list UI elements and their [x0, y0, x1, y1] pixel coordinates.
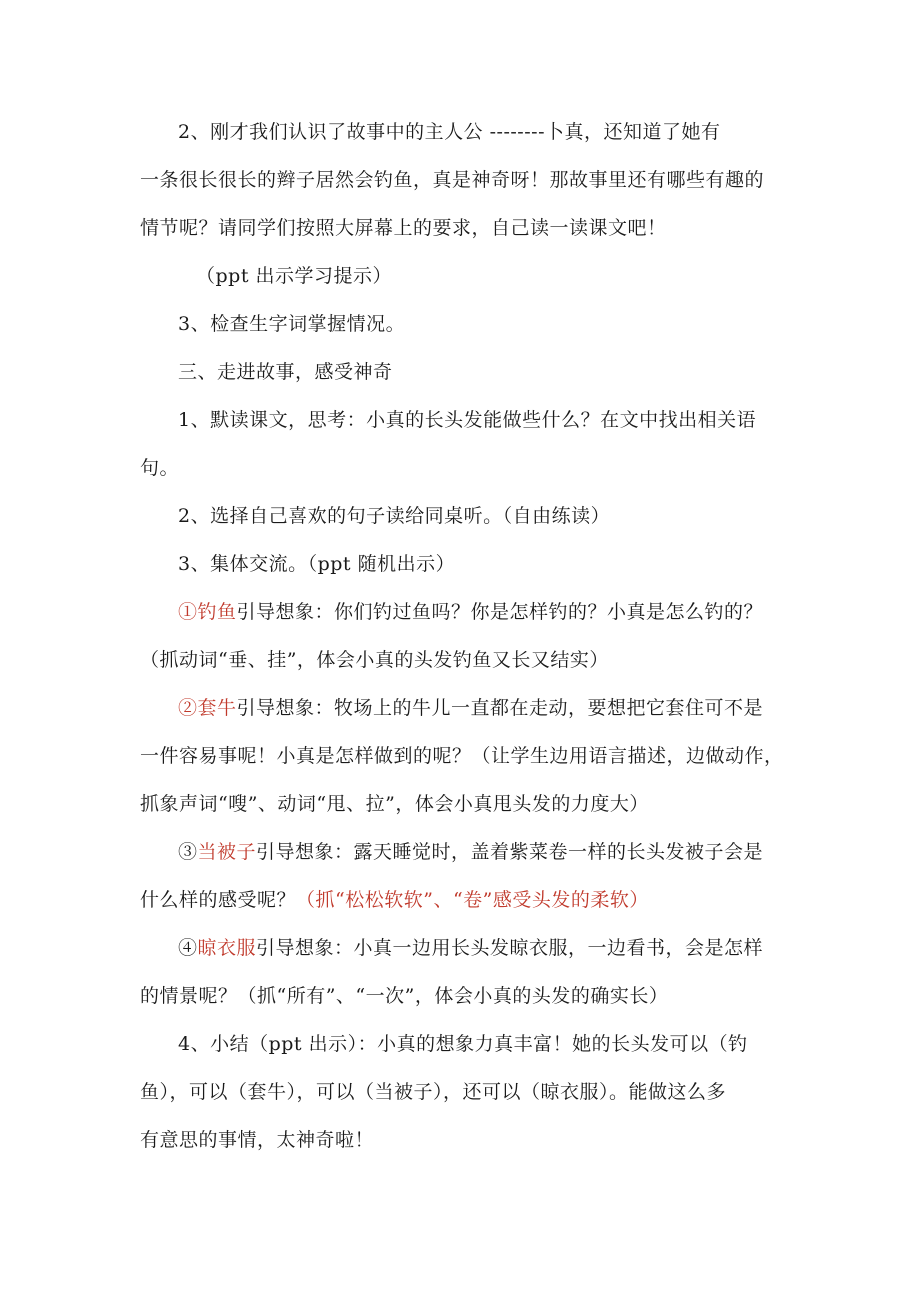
paragraph-line: 2、刚才我们认识了故事中的主人公 --------卜真，还知道了她有: [178, 121, 721, 143]
line-text: 引导想象：小真一边用长头发晾衣服，一边看书，会是怎样: [256, 937, 764, 959]
paragraph-line: 一件容易事呢！小真是怎样做到的呢？（让学生边用语言描述，边做动作，: [140, 745, 784, 767]
paragraph-line: [178, 599, 763, 625]
paragraph-line: [178, 695, 763, 721]
highlight-lasso-cow: ②套牛: [178, 697, 237, 719]
highlight-fishing: ①钓鱼: [178, 601, 237, 623]
paragraph-line: [140, 887, 649, 913]
list-marker: ④: [178, 937, 198, 959]
paragraph-line: （抓动词“垂、挂”，体会小真的头发钓鱼又长又结实）: [140, 649, 609, 671]
paragraph-line: 2、选择自己喜欢的句子读给同桌听。（自由练读）: [178, 505, 611, 527]
line-text: 引导想象：牧场上的牛儿一直都在走动，要想把它套住可不是: [236, 697, 764, 719]
paragraph-line: 的情景呢？（抓“所有”、“一次”，体会小真的头发的确实长）: [140, 985, 669, 1007]
highlight-laundry: 晾衣服: [197, 937, 257, 959]
section-heading: 三、走进故事，感受神奇: [178, 361, 393, 383]
paragraph-line: 4、小结（ppt 出示）：小真的想象力真丰富！她的长头发可以（钓: [178, 1033, 748, 1055]
highlight-note: （抓“松松软软”、“卷”感受头发的柔软）: [296, 889, 649, 911]
highlight-quilt: 当被子: [197, 841, 257, 863]
paragraph-line: 抓象声词“嗖”、动词“甩、拉”，体会小真甩头发的力度大）: [140, 793, 649, 815]
line-text: 引导想象：露天睡觉时，盖着紫菜卷一样的长头发被子会是: [256, 841, 764, 863]
paragraph-line: [178, 935, 763, 961]
paragraph-line: 句。: [140, 457, 180, 479]
paragraph-line: [178, 839, 763, 865]
paragraph-line: 鱼），可以（套牛），可以（当被子），还可以（晾衣服）。能做这么多: [140, 1081, 727, 1103]
paragraph-line: （ppt 出示学习提示）: [196, 265, 393, 287]
paragraph-line: 3、集体交流。（ppt 随机出示）: [178, 553, 456, 575]
paragraph-line: 一条很长很长的辫子居然会钓鱼，真是神奇呀！那故事里还有哪些有趣的: [140, 169, 765, 191]
list-marker: ③: [178, 841, 198, 863]
paragraph-line: 1、默读课文，思考：小真的长头发能做些什么？在文中找出相关语: [178, 409, 757, 431]
line-text: 什么样的感受呢？: [140, 889, 297, 911]
paragraph-line: 有意思的事情，太神奇啦！: [140, 1129, 375, 1151]
paragraph-line: 情节呢？请同学们按照大屏幕上的要求，自己读一读课文吧！: [140, 217, 667, 239]
paragraph-line: 3、检查生字词掌握情况。: [178, 313, 406, 335]
line-text: 引导想象：你们钓过鱼吗？你是怎样钓的？小真是怎么钓的？: [236, 601, 764, 623]
